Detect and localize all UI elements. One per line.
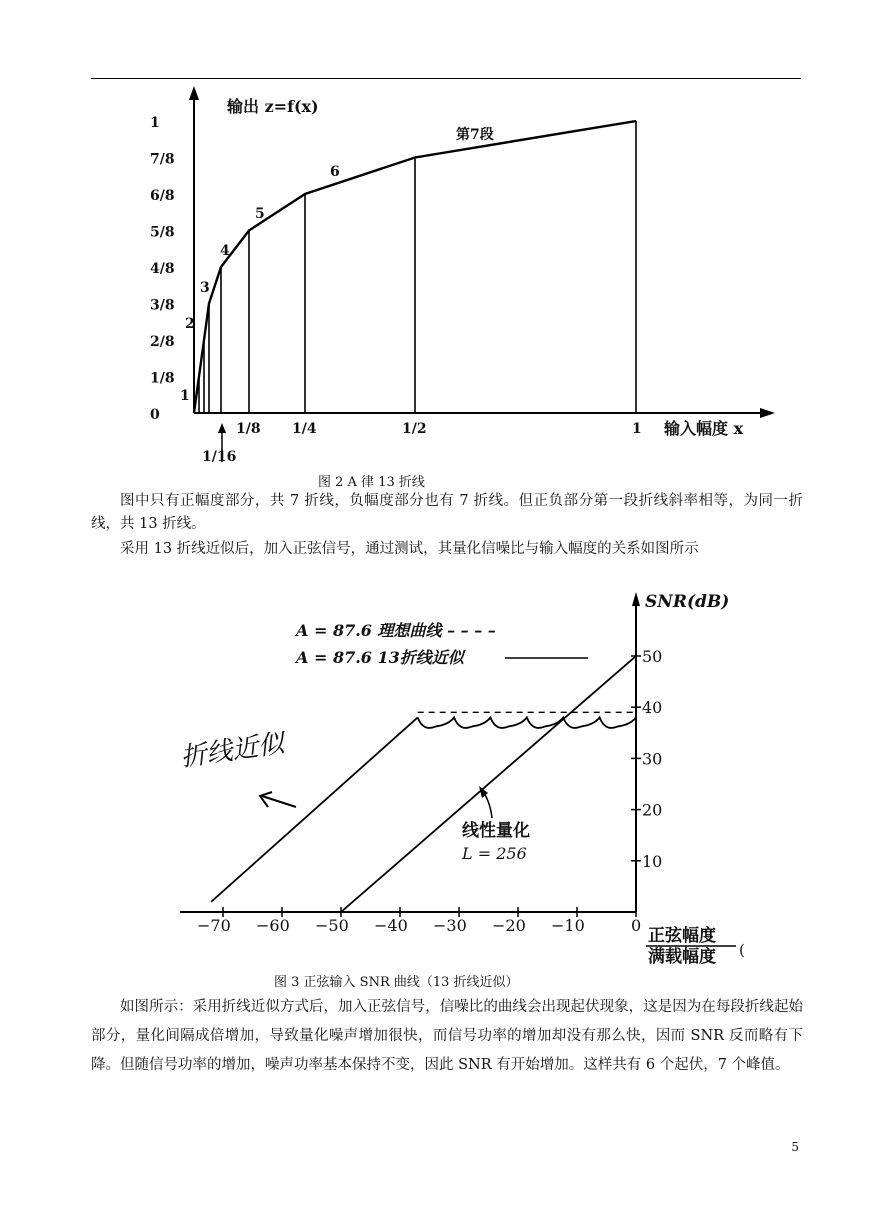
segment-label: 5 [255,206,265,222]
snr-x-tick-label: −10 [551,916,585,935]
x-tick-label: 1/4 [292,421,317,437]
segment-label: 4 [220,243,230,259]
figure-3-caption: 图 3 正弦输入 SNR 曲线（13 折线近似） [274,975,519,990]
paragraph-3 [91,993,803,1080]
snr-x-axis-suffix: ( [739,941,745,959]
segment-label: 3 [200,280,210,296]
y-axis-title: 输出 z=f(x) [227,97,319,116]
segment-label: 2 [185,316,195,332]
y-tick-label: 2/8 [150,334,175,350]
snr-y-axis-arrow [632,592,640,606]
snr-x-tick-label: −50 [315,916,349,935]
linear-quantization-line [341,656,636,912]
segment-label: 第7段 [456,127,494,143]
y-tick-label: 5/8 [150,224,175,241]
y-tick-label: 1/8 [150,370,175,387]
snr-x-axis-title-bottom: 满载幅度 [648,947,716,967]
segment-label: 1 [180,388,190,404]
snr-x-tick-label: −40 [374,916,408,935]
y-tick-label: 6/8 [150,188,175,204]
legend-ideal: A = 87.6 理想曲线 – – – – [296,621,496,640]
snr-x-tick-label: −30 [433,916,467,935]
page-number: 5 [791,1140,799,1154]
y-tick-label: 4/8 [150,261,175,277]
snr-y-tick-label: 30 [642,749,663,769]
legend-approx: A = 87.6 13折线近似 [296,648,464,667]
approx-ripple [418,717,636,727]
snr-y-tick-label: 50 [642,647,663,666]
snr-x-tick-label: −70 [197,916,231,935]
x-tick-label: 1 [632,421,642,437]
snr-x-tick-label: −60 [256,916,290,935]
x-tick-label: 1/8 [236,421,261,437]
snr-y-tick-label: 10 [642,851,663,871]
snr-x-tick-label: 0 [631,916,642,935]
y-tick-label: 1 [150,115,160,131]
y-tick-label: 7/8 [150,151,175,168]
annotation-linear-quantization: 线性量化 [462,821,530,841]
y-tick-label: 3/8 [150,297,175,314]
handwritten-note: 折线近似 [178,728,286,773]
snr-x-tick-label: −20 [492,916,526,935]
y-tick-label: 0 [150,407,160,423]
x-axis-title: 输入幅度 x [664,419,744,438]
snr-y-axis-title: SNR(dB) [645,592,730,612]
paragraph-3-text: 如图所示：采用折线近似方式后，加入正弦信号，信噪比的曲线会出现起伏现象，这是因为在每段折线起始部分，量化间隔成倍增加，导致量化噪声增加很快，而信号功率的增加却没有那么快，因而 SNR 反而略有下降。但随信号功率的增加，噪声功率基本保持不变，因此 SNR 有开始增加。这样共有 6 个起伏，7 个峰值。 [91,999,803,1073]
x-tick-1-16: 1/16 [202,449,237,465]
snr-y-tick-label: 40 [642,698,663,718]
figure-2-caption: 图 2 A 律 13 折线 [318,475,425,490]
paragraph-2-text: 采用 13 折线近似后，加入正弦信号，通过测试，其量化信噪比与输入幅度的关系如图所示 [120,541,699,557]
snr-x-axis-title-top: 正弦幅度 [648,926,716,946]
snr-y-tick-label: 20 [642,800,663,820]
paragraph-1-text: 图中只有正幅度部分，共 7 折线，负幅度部分也有 7 折线。但正负部分第一段折线斜率相等，为同一折线，共 13 折线。 [91,493,803,532]
segment-label: 6 [330,164,340,180]
x-tick-label: 1/2 [402,421,427,437]
annotation-L-256: L = 256 [462,844,527,863]
